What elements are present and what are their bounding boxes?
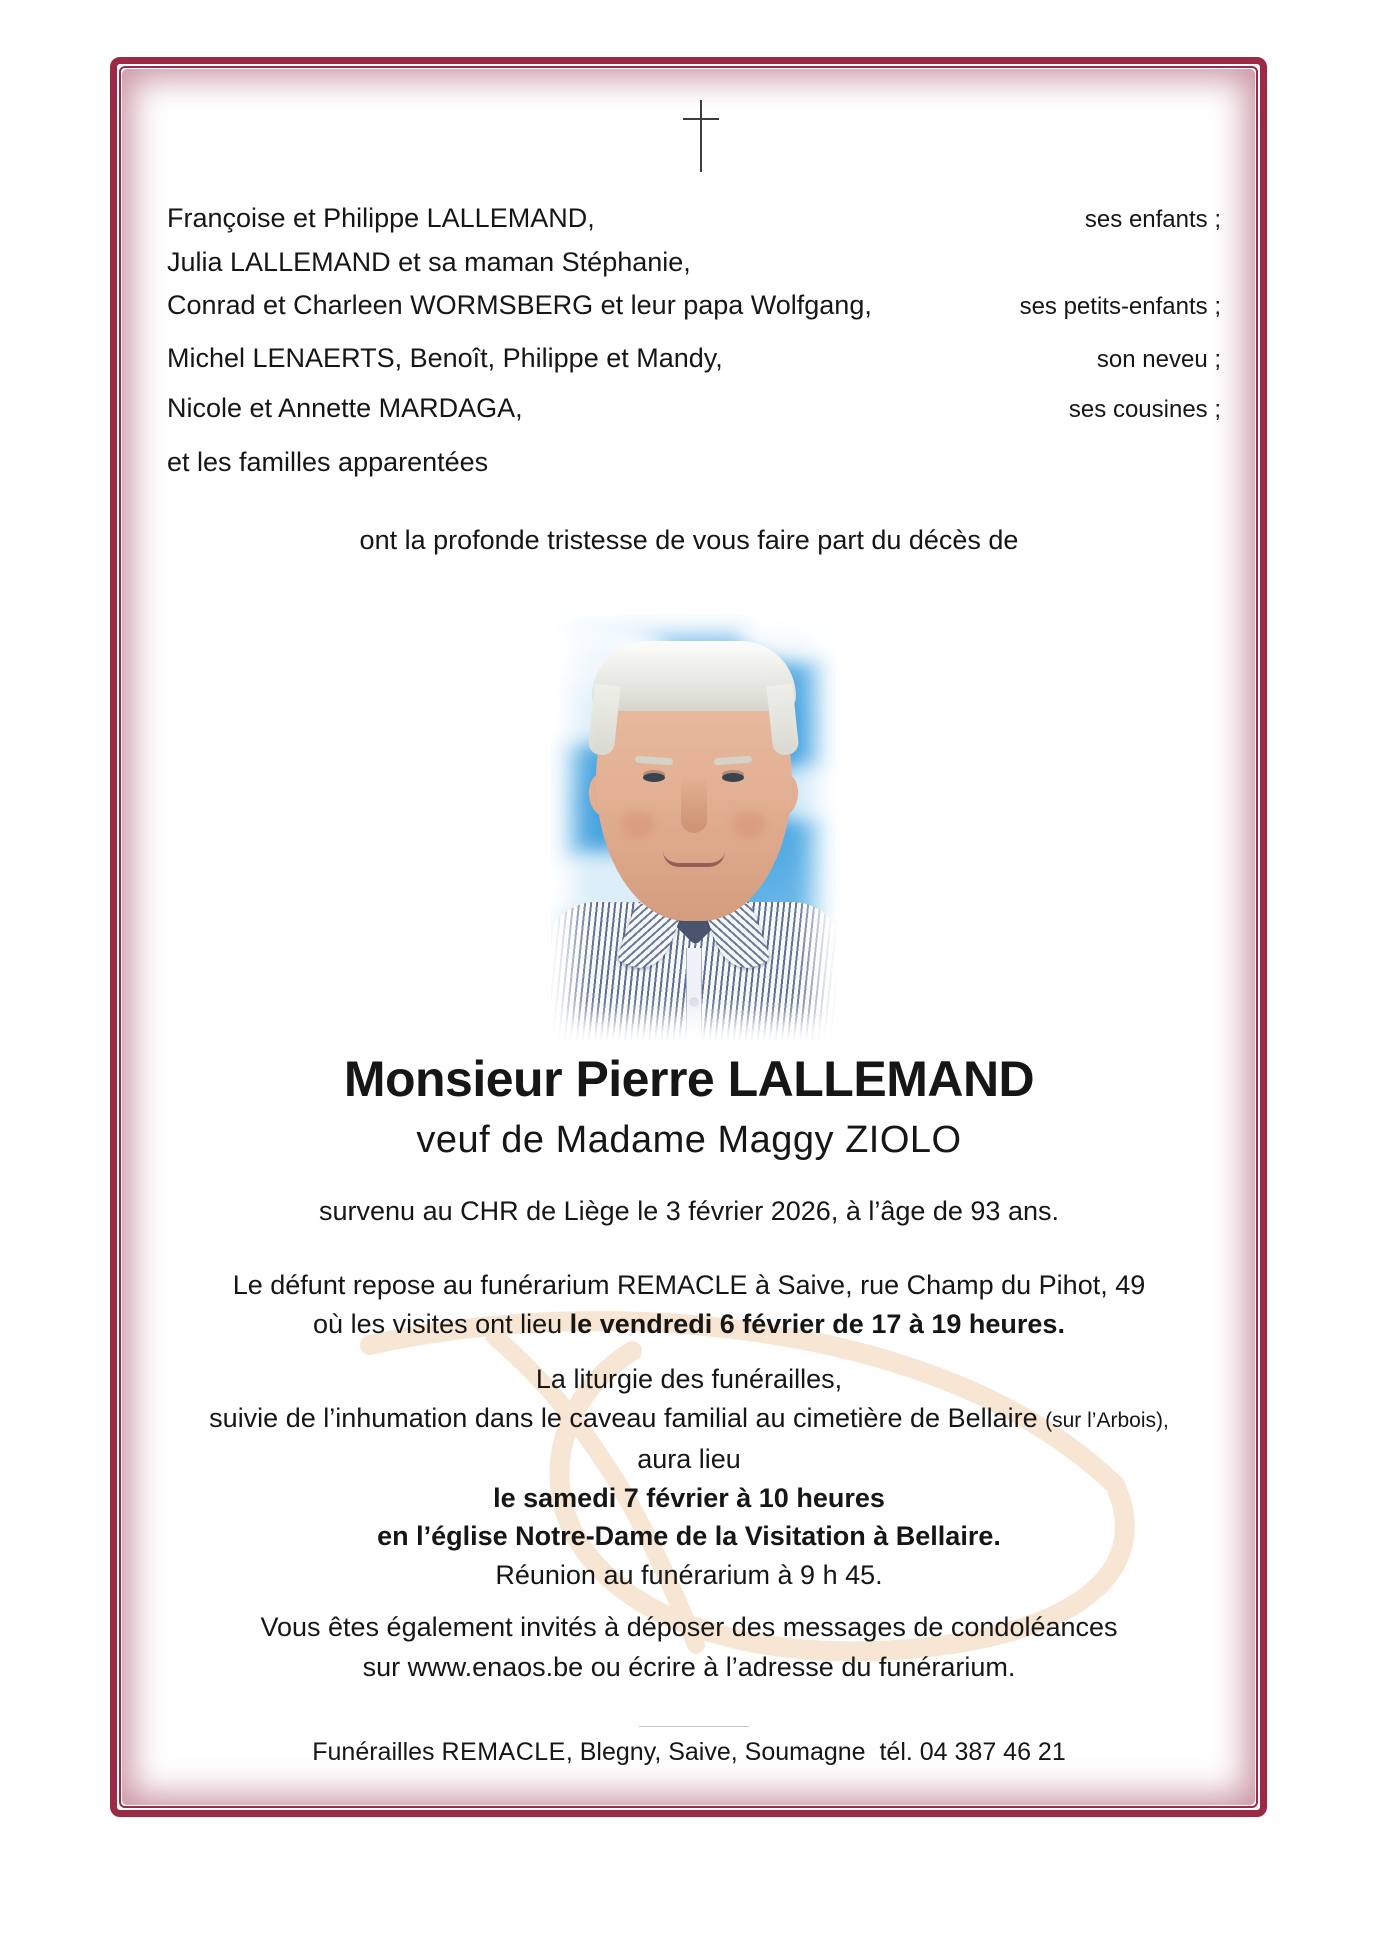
- visitation-line2-prefix: où les visites ont lieu: [313, 1309, 570, 1339]
- family-relation: ses enfants ;: [1084, 206, 1221, 233]
- funeral-line3: aura lieu: [637, 1444, 741, 1474]
- family-relation: ses petits-enfants ;: [1019, 293, 1221, 320]
- family-names: et les familles apparentées: [167, 447, 489, 477]
- funeral-line2: suivie de l’inhumation dans le caveau familial au cimetière de Bellaire: [209, 1402, 1046, 1433]
- portrait-photo: [551, 615, 836, 1040]
- funeral-date-bold: le samedi 7 février à 10 heures: [493, 1482, 885, 1513]
- visitation-line1: Le défunt repose au funérarium REMACLE à Saive, rue Champ du Pihot, 49: [232, 1270, 1146, 1300]
- family-row: [167, 288, 1221, 324]
- cheek-right: [732, 811, 766, 837]
- funeral-church-bold: en l’église Notre-Dame de la Visitation à Bellaire.: [377, 1521, 1001, 1551]
- eye-left: [643, 773, 665, 782]
- cheek-left: [621, 811, 655, 837]
- family-row: [167, 391, 1221, 427]
- condolences-line1: Vous êtes également invités à déposer des messages de condoléances: [260, 1612, 1118, 1642]
- condolences-line2: sur www.enaos.be ou écrire à l’adresse du funérarium.: [362, 1652, 1016, 1682]
- family-row: [167, 341, 1221, 377]
- spouse-line: veuf de Madame Maggy ZIOLO: [416, 1119, 962, 1161]
- family-names: Julia LALLEMAND et sa maman Stéphanie,: [167, 247, 691, 277]
- footer-suffix: , Blegny, Saive, Soumagne tél. 04 387 46 21: [565, 1738, 1066, 1766]
- visitation-block: [0, 1266, 1378, 1344]
- family-row: [167, 245, 1221, 279]
- family-names: Françoise et Philippe LALLEMAND,: [167, 203, 595, 233]
- funeral-home-footer: [0, 1736, 1378, 1768]
- family-names: Nicole et Annette MARDAGA,: [167, 393, 523, 423]
- shirt-placket: [686, 948, 702, 1040]
- funeral-home-brand: REMACLE: [441, 1738, 566, 1766]
- shirt-button: [690, 998, 698, 1006]
- funeral-line1: La liturgie des funérailles,: [535, 1364, 843, 1394]
- nose: [681, 775, 707, 833]
- footer-divider: [639, 1726, 749, 1727]
- footer-prefix: Funérailles: [312, 1738, 442, 1766]
- death-details-line: survenu au CHR de Liège le 3 février 2026, à l’âge de 93 ans.: [319, 1196, 1059, 1226]
- visitation-line2-bold: le vendredi 6 février de 17 à 19 heures.: [569, 1309, 1065, 1339]
- cross-icon: [681, 100, 721, 172]
- eye-right: [722, 773, 744, 782]
- photo-canvas: [551, 615, 836, 1040]
- funeral-line2-note: (sur l’Arbois),: [1045, 1408, 1169, 1432]
- deceased-name: Monsieur Pierre LALLEMAND: [343, 1051, 1035, 1107]
- family-names: Michel LENAERTS, Benoît, Philippe et Mandy,: [167, 343, 723, 373]
- white-hair: [592, 641, 796, 711]
- family-names: Conrad et Charleen WORMSBERG et leur papa Wolfgang,: [167, 290, 872, 320]
- family-row: [167, 445, 1221, 479]
- condolences-block: [0, 1607, 1378, 1687]
- family-relation: son neveu ;: [1096, 346, 1221, 373]
- funeral-meeting-line: Réunion au funérarium à 9 h 45.: [495, 1559, 883, 1590]
- announcement-sentence: ont la profonde tristesse de vous faire part du décès de: [359, 525, 1019, 555]
- family-relation: ses cousines ;: [1068, 396, 1221, 423]
- family-row: [167, 201, 1221, 237]
- funeral-block: [0, 1360, 1378, 1594]
- mouth: [663, 851, 725, 867]
